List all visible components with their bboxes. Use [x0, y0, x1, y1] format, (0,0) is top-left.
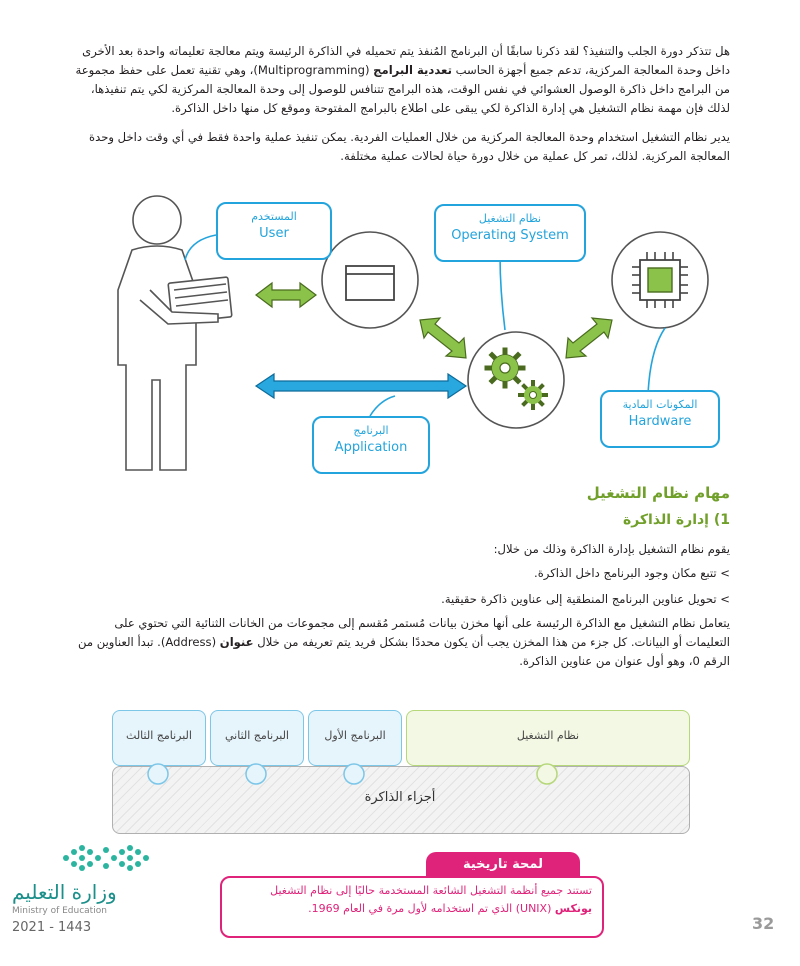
intro-paragraph-1: هل تتذكر دورة الجلب والتنفيذ؟ لقد ذكرنا سابقًا أن البرنامج المُنفذ يتم تحميله في الذاكرة الرئيسة ويتم معالجة تعليماته واحدة بعد الأخرى داخل وحدة المعالجة المركزية، تدعم جميع أجهزة الحاسب تعددية البرامج (Multiprogramming)، وهي تقنية تعمل على حفظ مجموعة من البرامج داخل ذاكرة الوصول العشوائي في نفس الوقت، هذه البرامج تتنافس للوصول إلى وحدة المعالجة المركزية لكي يتم تنفيذها، لذلك فإن مهمة نظام التشغيل هي إدارة الذاكرة لكي يبقى على اطلاع بالبرامج المفتوحة وموقع كل منها داخل الذاكرة.	[75, 44, 730, 115]
callout-hardware: المكونات المادية Hardware	[600, 390, 720, 448]
section-paragraph-3: يتعامل نظام التشغيل مع الذاكرة الرئيسة على أنها مخزن بيانات مُستمر مُقسم إلى مجموعات من الخانات الثنائية التي تحتوي على التعليمات أو البيانات. كل جزء من هذا المخزن يجب أن يكون محددًا بشكل فريد يتم تعريفه من خلال عنوان (Address). تبدأ العناوين من الرقم 0، وهو أول عنوان من عناوين الذاكرة.	[78, 616, 730, 668]
ministry-name-en: Ministry of Education	[12, 906, 107, 916]
memory-operating-system: نظام التشغيل	[406, 710, 690, 766]
ministry-logo-icon	[56, 840, 156, 876]
window-icon	[322, 232, 418, 328]
knob-program-1	[344, 764, 364, 784]
memory-parts-label: أجزاء الذاكرة	[364, 790, 436, 805]
callout-user: المستخدم User	[216, 202, 332, 260]
app-os-arrow	[420, 318, 466, 358]
memory-program-2: البرنامج الثاني	[210, 710, 304, 766]
intro-paragraph-2: يدير نظام التشغيل استخدام وحدة المعالجة المركزية من خلال العمليات الفردية. يمكن تنفيذ عملية واحدة فقط في أي وقت داخل وحدة المعالجة المركزية. لذلك، تمر كل عملية من خلال دورة حياة لحالات عملية مختلفة.	[89, 130, 730, 163]
knob-os	[537, 764, 557, 784]
memory-program-1: البرنامج الأول	[308, 710, 402, 766]
year-label: 2021 - 1443	[12, 920, 92, 935]
section-bullet-2: > تحويل عناوين البرنامج المنطقية إلى عناوين ذاكرة حقيقية.	[441, 592, 730, 606]
section-bullet-1: > تتبع مكان وجود البرنامج داخل الذاكرة.	[534, 566, 730, 580]
knob-program-3	[148, 764, 168, 784]
section-subheading: 1) إدارة الذاكرة	[622, 512, 730, 528]
knob-program-2	[246, 764, 266, 784]
note-box: تستند جميع أنظمة التشغيل الشائعة المستخدمة حاليًا إلى نظام التشغيل يونكس (UNIX) الذي تم استخدامه لأول مرة في العام 1969.	[220, 876, 604, 938]
callout-operating-system: نظام التشغيل Operating System	[434, 204, 586, 262]
os-hw-arrow	[566, 318, 612, 358]
section-line-1: يقوم نظام التشغيل بإدارة الذاكرة وذلك من خلال:	[493, 542, 730, 556]
section-heading: مهام نظام التشغيل	[586, 484, 730, 502]
address-term: عنوان	[219, 635, 254, 649]
chip-icon	[612, 232, 708, 328]
user-os-arrow	[256, 374, 466, 398]
multiprogramming-term: تعددية البرامج	[373, 63, 452, 77]
note-title-tab: لمحة تاريخية	[426, 852, 580, 878]
page-number: 32	[752, 914, 775, 933]
gears-icon	[468, 332, 564, 428]
memory-program-3: البرنامج الثالث	[112, 710, 206, 766]
unix-term: يونكس	[554, 902, 592, 915]
person-icon	[118, 196, 232, 470]
callout-application: البرنامج Application	[312, 416, 430, 474]
user-app-arrow	[256, 283, 316, 307]
ministry-name-ar: وزارة التعليم	[12, 880, 117, 904]
puzzle-knobs	[0, 750, 800, 790]
